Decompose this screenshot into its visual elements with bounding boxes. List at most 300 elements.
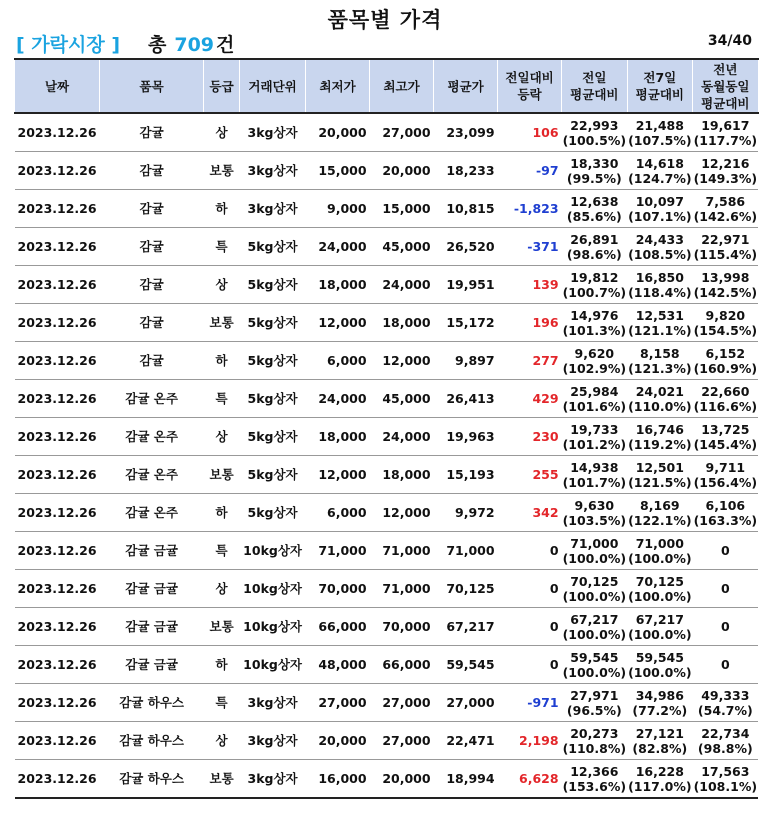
- cell-unit: 3kg상자: [240, 684, 306, 722]
- cell-unit: 3kg상자: [240, 760, 306, 799]
- cell-prev-year-avg-value: 0: [720, 581, 730, 596]
- cell-prev-7day-avg-percent: (82.8%): [632, 740, 688, 756]
- table-row: [15, 304, 759, 342]
- cell-max-price: 12,000: [370, 494, 434, 532]
- cell-date: 2023.12.26: [15, 722, 100, 760]
- cell-min-price: 66,000: [306, 608, 370, 646]
- cell-avg-price: 26,520: [434, 228, 498, 266]
- cell-prev-7day-avg-percent: (100.0%): [628, 550, 692, 566]
- total-prefix: 총: [148, 34, 167, 56]
- cell-prev-7day-avg-percent: (121.1%): [628, 322, 692, 338]
- cell-avg-price: 26,413: [434, 380, 498, 418]
- table-row: [15, 570, 759, 608]
- cell-prev-day-avg-percent: (101.3%): [562, 322, 627, 338]
- cell-prev-7day-avg-percent: (110.0%): [628, 398, 692, 414]
- cell-daily-change: 429: [498, 380, 562, 418]
- cell-grade: 보통: [204, 608, 240, 646]
- table-row: [15, 228, 759, 266]
- cell-grade: 보통: [204, 304, 240, 342]
- cell-prev-day-avg: [562, 456, 628, 494]
- cell-daily-change: 196: [498, 304, 562, 342]
- cell-prev-year-avg: [693, 190, 759, 228]
- cell-prev-7day-avg-percent: (108.5%): [628, 246, 692, 262]
- cell-avg-price: 15,172: [434, 304, 498, 342]
- cell-prev-day-avg: [562, 304, 628, 342]
- cell-avg-price: 22,471: [434, 722, 498, 760]
- cell-avg-price: 19,963: [434, 418, 498, 456]
- cell-prev-year-avg-percent: (98.8%): [697, 740, 753, 756]
- cell-prev-year-avg-value: 49,333: [701, 687, 750, 703]
- cell-date: 2023.12.26: [15, 760, 100, 799]
- cell-prev-year-avg-percent: (160.9%): [693, 360, 758, 376]
- cell-min-price: 18,000: [306, 266, 370, 304]
- cell-prev-day-avg-value: 22,993: [570, 117, 619, 133]
- cell-min-price: 12,000: [306, 304, 370, 342]
- cell-prev-7day-avg-value: 24,433: [635, 231, 684, 247]
- cell-prev-year-avg: [693, 722, 759, 760]
- header-col-min: 최저가: [306, 59, 370, 113]
- cell-prev-year-avg-percent: (54.7%): [697, 702, 753, 718]
- cell-prev-7day-avg-percent: (100.0%): [628, 588, 692, 604]
- cell-prev-day-avg: [562, 608, 628, 646]
- cell-prev-7day-avg-percent: (122.1%): [628, 512, 692, 528]
- cell-prev-year-avg-value: 12,216: [701, 155, 750, 171]
- cell-prev-7day-avg-value: 59,545: [635, 649, 684, 665]
- cell-max-price: 24,000: [370, 266, 434, 304]
- cell-prev-day-avg-percent: (110.8%): [562, 740, 627, 756]
- cell-min-price: 70,000: [306, 570, 370, 608]
- cell-prev-7day-avg: [627, 570, 693, 608]
- cell-prev-day-avg: [562, 494, 628, 532]
- cell-prev-year-avg: [693, 228, 759, 266]
- cell-prev-day-avg-value: 20,273: [570, 725, 619, 741]
- cell-item: 감귤 금귤: [100, 570, 204, 608]
- cell-max-price: 27,000: [370, 722, 434, 760]
- header-col-prev-year: 전년 동월동일 평균대비: [693, 59, 759, 113]
- cell-daily-change: -371: [498, 228, 562, 266]
- cell-grade: 특: [204, 380, 240, 418]
- cell-prev-7day-avg: [627, 722, 693, 760]
- cell-prev-7day-avg: [627, 228, 693, 266]
- cell-unit: 10kg상자: [240, 570, 306, 608]
- cell-prev-year-avg: [693, 152, 759, 190]
- header-col-prev-day: 전일 평균대비: [562, 59, 628, 113]
- cell-prev-day-avg: [562, 342, 628, 380]
- cell-unit: 5kg상자: [240, 494, 306, 532]
- cell-prev-7day-avg: [627, 646, 693, 684]
- cell-unit: 5kg상자: [240, 266, 306, 304]
- table-row: [15, 190, 759, 228]
- header-col-unit: 거래단위: [240, 59, 306, 113]
- cell-prev-7day-avg-percent: (100.0%): [628, 626, 692, 642]
- page-title: 품목별 가격: [327, 8, 443, 32]
- cell-min-price: 20,000: [306, 722, 370, 760]
- cell-unit: 5kg상자: [240, 228, 306, 266]
- cell-avg-price: 67,217: [434, 608, 498, 646]
- cell-date: 2023.12.26: [15, 532, 100, 570]
- cell-prev-day-avg-value: 59,545: [570, 649, 619, 665]
- cell-prev-year-avg-percent: (149.3%): [693, 170, 758, 186]
- cell-prev-day-avg: [562, 228, 628, 266]
- cell-prev-day-avg: [562, 113, 628, 152]
- cell-prev-year-avg-percent: (117.7%): [693, 132, 758, 148]
- header-col-max: 최고가: [370, 59, 434, 113]
- cell-prev-year-avg-value: 22,971: [701, 231, 750, 247]
- cell-prev-year-avg-value: 7,586: [705, 193, 746, 209]
- cell-daily-change: 0: [498, 608, 562, 646]
- cell-prev-day-avg-value: 26,891: [570, 231, 619, 247]
- cell-prev-7day-avg: [627, 608, 693, 646]
- table-row: [15, 684, 759, 722]
- cell-prev-day-avg: [562, 418, 628, 456]
- cell-date: 2023.12.26: [15, 684, 100, 722]
- cell-prev-7day-avg: [627, 113, 693, 152]
- cell-avg-price: 10,815: [434, 190, 498, 228]
- cell-min-price: 48,000: [306, 646, 370, 684]
- cell-prev-day-avg: [562, 190, 628, 228]
- cell-prev-day-avg-value: 14,938: [570, 459, 619, 475]
- cell-date: 2023.12.26: [15, 190, 100, 228]
- cell-prev-day-avg-value: 14,976: [570, 307, 619, 323]
- table-row: [15, 722, 759, 760]
- cell-prev-year-avg: [693, 266, 759, 304]
- cell-prev-day-avg-value: 70,125: [570, 573, 619, 589]
- cell-item: 감귤 하우스: [100, 722, 204, 760]
- cell-prev-day-avg-percent: (101.7%): [562, 474, 627, 490]
- cell-prev-year-avg-value: 0: [720, 657, 730, 672]
- cell-item: 감귤 온주: [100, 494, 204, 532]
- cell-max-price: 12,000: [370, 342, 434, 380]
- cell-prev-7day-avg-percent: (100.0%): [628, 664, 692, 680]
- cell-prev-day-avg-percent: (101.2%): [562, 436, 627, 452]
- cell-item: 감귤: [100, 228, 204, 266]
- cell-prev-day-avg-value: 9,620: [574, 345, 615, 361]
- cell-daily-change: 106: [498, 113, 562, 152]
- cell-date: 2023.12.26: [15, 494, 100, 532]
- cell-unit: 10kg상자: [240, 646, 306, 684]
- cell-item: 감귤: [100, 113, 204, 152]
- cell-prev-year-avg-value: 9,820: [705, 307, 746, 323]
- cell-item: 감귤 하우스: [100, 760, 204, 799]
- price-table: [14, 58, 759, 799]
- cell-avg-price: 15,193: [434, 456, 498, 494]
- cell-prev-day-avg-percent: (100.0%): [562, 626, 627, 642]
- table-row: [15, 494, 759, 532]
- cell-avg-price: 59,545: [434, 646, 498, 684]
- table-header-row: [15, 59, 759, 113]
- cell-max-price: 70,000: [370, 608, 434, 646]
- cell-prev-year-avg-percent: (115.4%): [693, 246, 758, 262]
- cell-date: 2023.12.26: [15, 152, 100, 190]
- total-suffix: 건: [216, 34, 235, 56]
- cell-prev-day-avg-percent: (153.6%): [562, 778, 627, 794]
- cell-min-price: 12,000: [306, 456, 370, 494]
- cell-max-price: 27,000: [370, 113, 434, 152]
- cell-grade: 특: [204, 532, 240, 570]
- cell-grade: 보통: [204, 760, 240, 799]
- cell-prev-year-avg: [693, 418, 759, 456]
- table-row: [15, 608, 759, 646]
- cell-prev-day-avg: [562, 266, 628, 304]
- cell-grade: 상: [204, 266, 240, 304]
- cell-prev-7day-avg-value: 21,488: [635, 117, 684, 133]
- cell-daily-change: 6,628: [498, 760, 562, 799]
- cell-date: 2023.12.26: [15, 380, 100, 418]
- cell-avg-price: 71,000: [434, 532, 498, 570]
- cell-date: 2023.12.26: [15, 570, 100, 608]
- table-body: [15, 113, 759, 798]
- cell-prev-7day-avg-value: 16,746: [635, 421, 684, 437]
- cell-prev-7day-avg-value: 16,228: [635, 763, 684, 779]
- cell-grade: 하: [204, 646, 240, 684]
- cell-prev-day-avg-percent: (102.9%): [562, 360, 627, 376]
- cell-prev-day-avg-percent: (101.6%): [562, 398, 627, 414]
- cell-item: 감귤 온주: [100, 418, 204, 456]
- cell-item: 감귤 온주: [100, 456, 204, 494]
- cell-unit: 3kg상자: [240, 152, 306, 190]
- cell-prev-7day-avg-percent: (77.2%): [632, 702, 688, 718]
- cell-prev-7day-avg-percent: (107.5%): [628, 132, 692, 148]
- cell-daily-change: -97: [498, 152, 562, 190]
- cell-grade: 상: [204, 570, 240, 608]
- total-count: 709: [174, 34, 215, 56]
- cell-unit: 3kg상자: [240, 722, 306, 760]
- cell-max-price: 27,000: [370, 684, 434, 722]
- cell-avg-price: 70,125: [434, 570, 498, 608]
- cell-min-price: 20,000: [306, 113, 370, 152]
- cell-prev-year-avg: [693, 304, 759, 342]
- cell-daily-change: 2,198: [498, 722, 562, 760]
- cell-unit: 5kg상자: [240, 304, 306, 342]
- cell-prev-day-avg-value: 19,733: [570, 421, 619, 437]
- cell-prev-year-avg-percent: (142.5%): [693, 284, 758, 300]
- cell-prev-7day-avg-value: 70,125: [635, 573, 684, 589]
- cell-max-price: 15,000: [370, 190, 434, 228]
- cell-prev-7day-avg-value: 71,000: [635, 535, 684, 551]
- cell-max-price: 24,000: [370, 418, 434, 456]
- cell-grade: 하: [204, 494, 240, 532]
- cell-prev-year-avg-value: 13,725: [701, 421, 750, 437]
- cell-prev-7day-avg-value: 10,097: [635, 193, 684, 209]
- cell-prev-day-avg: [562, 722, 628, 760]
- cell-prev-7day-avg-value: 14,618: [635, 155, 684, 171]
- cell-prev-7day-avg-percent: (124.7%): [628, 170, 692, 186]
- header-col-date: 날짜: [15, 59, 100, 113]
- cell-grade: 하: [204, 190, 240, 228]
- cell-prev-year-avg: [693, 113, 759, 152]
- cell-avg-price: 18,233: [434, 152, 498, 190]
- page-indicator: 34/40: [707, 33, 752, 49]
- cell-avg-price: 9,897: [434, 342, 498, 380]
- cell-prev-day-avg: [562, 532, 628, 570]
- cell-item: 감귤 하우스: [100, 684, 204, 722]
- cell-grade: 하: [204, 342, 240, 380]
- cell-date: 2023.12.26: [15, 266, 100, 304]
- cell-prev-7day-avg-percent: (121.3%): [628, 360, 692, 376]
- cell-prev-day-avg-percent: (100.0%): [562, 550, 627, 566]
- cell-unit: 5kg상자: [240, 456, 306, 494]
- cell-prev-7day-avg: [627, 266, 693, 304]
- cell-prev-day-avg-value: 25,984: [570, 383, 619, 399]
- cell-unit: 5kg상자: [240, 380, 306, 418]
- cell-min-price: 24,000: [306, 380, 370, 418]
- cell-prev-day-avg: [562, 646, 628, 684]
- cell-prev-year-avg: [693, 532, 759, 570]
- cell-prev-day-avg-value: 18,330: [570, 155, 619, 171]
- cell-min-price: 15,000: [306, 152, 370, 190]
- cell-item: 감귤: [100, 152, 204, 190]
- cell-prev-year-avg-value: 0: [720, 619, 730, 634]
- cell-avg-price: 23,099: [434, 113, 498, 152]
- cell-prev-year-avg-percent: (142.6%): [693, 208, 758, 224]
- header-col-avg: 평균가: [434, 59, 498, 113]
- cell-prev-7day-avg: [627, 760, 693, 799]
- cell-prev-7day-avg: [627, 190, 693, 228]
- cell-min-price: 9,000: [306, 190, 370, 228]
- cell-grade: 보통: [204, 456, 240, 494]
- cell-daily-change: -1,823: [498, 190, 562, 228]
- cell-prev-year-avg-value: 6,152: [705, 345, 746, 361]
- cell-prev-7day-avg-value: 12,531: [635, 307, 684, 323]
- cell-prev-day-avg-percent: (100.7%): [562, 284, 627, 300]
- cell-daily-change: 230: [498, 418, 562, 456]
- table-row: [15, 760, 759, 799]
- cell-min-price: 16,000: [306, 760, 370, 799]
- cell-prev-7day-avg: [627, 684, 693, 722]
- cell-daily-change: 277: [498, 342, 562, 380]
- cell-prev-year-avg-value: 9,711: [705, 459, 746, 475]
- cell-prev-7day-avg-value: 16,850: [635, 269, 684, 285]
- cell-item: 감귤 금귤: [100, 532, 204, 570]
- cell-prev-day-avg-value: 12,638: [570, 193, 619, 209]
- cell-prev-7day-avg: [627, 456, 693, 494]
- cell-prev-day-avg-value: 19,812: [570, 269, 619, 285]
- cell-prev-year-avg: [693, 456, 759, 494]
- cell-max-price: 45,000: [370, 228, 434, 266]
- cell-prev-year-avg-value: 19,617: [701, 117, 750, 133]
- cell-date: 2023.12.26: [15, 456, 100, 494]
- cell-date: 2023.12.26: [15, 228, 100, 266]
- cell-date: 2023.12.26: [15, 418, 100, 456]
- cell-avg-price: 18,994: [434, 760, 498, 799]
- cell-prev-year-avg-percent: (154.5%): [693, 322, 758, 338]
- cell-prev-year-avg-percent: (145.4%): [693, 436, 758, 452]
- cell-grade: 상: [204, 418, 240, 456]
- cell-max-price: 66,000: [370, 646, 434, 684]
- cell-unit: 3kg상자: [240, 190, 306, 228]
- cell-daily-change: 0: [498, 532, 562, 570]
- cell-unit: 5kg상자: [240, 418, 306, 456]
- cell-prev-7day-avg-value: 12,501: [635, 459, 684, 475]
- cell-unit: 10kg상자: [240, 608, 306, 646]
- cell-prev-7day-avg-value: 8,158: [640, 345, 680, 361]
- cell-min-price: 6,000: [306, 342, 370, 380]
- cell-prev-year-avg-value: 22,734: [701, 725, 750, 741]
- cell-prev-7day-avg-percent: (117.0%): [628, 778, 692, 794]
- cell-item: 감귤 금귤: [100, 608, 204, 646]
- cell-prev-7day-avg: [627, 494, 693, 532]
- cell-daily-change: 255: [498, 456, 562, 494]
- cell-max-price: 20,000: [370, 152, 434, 190]
- total-summary: [148, 30, 234, 57]
- cell-daily-change: 0: [498, 570, 562, 608]
- cell-prev-year-avg: [693, 684, 759, 722]
- cell-prev-day-avg-percent: (100.0%): [562, 664, 627, 680]
- cell-prev-day-avg: [562, 152, 628, 190]
- cell-prev-year-avg-value: 17,563: [701, 763, 750, 779]
- cell-prev-day-avg-percent: (96.5%): [566, 702, 622, 718]
- cell-prev-day-avg-value: 12,366: [570, 763, 619, 779]
- cell-prev-7day-avg-value: 27,121: [635, 725, 684, 741]
- market-label: [ 가락시장 ]: [16, 34, 121, 56]
- cell-prev-7day-avg: [627, 304, 693, 342]
- cell-grade: 특: [204, 228, 240, 266]
- cell-grade: 보통: [204, 152, 240, 190]
- cell-grade: 상: [204, 113, 240, 152]
- cell-unit: 5kg상자: [240, 342, 306, 380]
- cell-prev-year-avg-percent: (116.6%): [693, 398, 758, 414]
- cell-date: 2023.12.26: [15, 304, 100, 342]
- cell-item: 감귤: [100, 342, 204, 380]
- cell-prev-year-avg: [693, 608, 759, 646]
- cell-max-price: 20,000: [370, 760, 434, 799]
- cell-prev-day-avg-value: 9,630: [574, 497, 615, 513]
- cell-prev-year-avg: [693, 646, 759, 684]
- cell-prev-7day-avg-value: 34,986: [635, 687, 684, 703]
- cell-item: 감귤: [100, 190, 204, 228]
- table-row: [15, 113, 759, 152]
- cell-min-price: 18,000: [306, 418, 370, 456]
- table-row: [15, 532, 759, 570]
- cell-item: 감귤: [100, 304, 204, 342]
- cell-item: 감귤 금귤: [100, 646, 204, 684]
- cell-prev-7day-avg-value: 8,169: [640, 497, 680, 513]
- cell-item: 감귤 온주: [100, 380, 204, 418]
- cell-min-price: 27,000: [306, 684, 370, 722]
- cell-prev-day-avg-percent: (100.5%): [562, 132, 627, 148]
- cell-prev-year-avg-percent: (108.1%): [693, 778, 758, 794]
- cell-prev-day-avg-percent: (99.5%): [566, 170, 622, 186]
- cell-daily-change: 0: [498, 646, 562, 684]
- cell-date: 2023.12.26: [15, 342, 100, 380]
- cell-prev-7day-avg: [627, 532, 693, 570]
- cell-prev-year-avg-value: 0: [720, 543, 730, 558]
- header-col-item: 품목: [100, 59, 204, 113]
- cell-max-price: 18,000: [370, 456, 434, 494]
- cell-prev-year-avg-value: 6,106: [705, 497, 746, 513]
- cell-prev-7day-avg: [627, 342, 693, 380]
- cell-prev-day-avg: [562, 570, 628, 608]
- cell-prev-day-avg-value: 27,971: [570, 687, 619, 703]
- table-row: [15, 152, 759, 190]
- cell-daily-change: 139: [498, 266, 562, 304]
- header-col-change: 전일대비 등락: [498, 59, 562, 113]
- cell-avg-price: 9,972: [434, 494, 498, 532]
- cell-prev-day-avg-percent: (100.0%): [562, 588, 627, 604]
- table-row: [15, 456, 759, 494]
- cell-min-price: 6,000: [306, 494, 370, 532]
- cell-prev-7day-avg-value: 67,217: [635, 611, 684, 627]
- table-row: [15, 418, 759, 456]
- cell-prev-day-avg-value: 67,217: [570, 611, 619, 627]
- cell-prev-day-avg: [562, 760, 628, 799]
- cell-prev-7day-avg-value: 24,021: [635, 383, 684, 399]
- cell-prev-year-avg-percent: (156.4%): [693, 474, 758, 490]
- cell-max-price: 45,000: [370, 380, 434, 418]
- header-col-prev-7: 전7일 평균대비: [627, 59, 693, 113]
- header-col-grade: 등급: [204, 59, 240, 113]
- table-row: [15, 342, 759, 380]
